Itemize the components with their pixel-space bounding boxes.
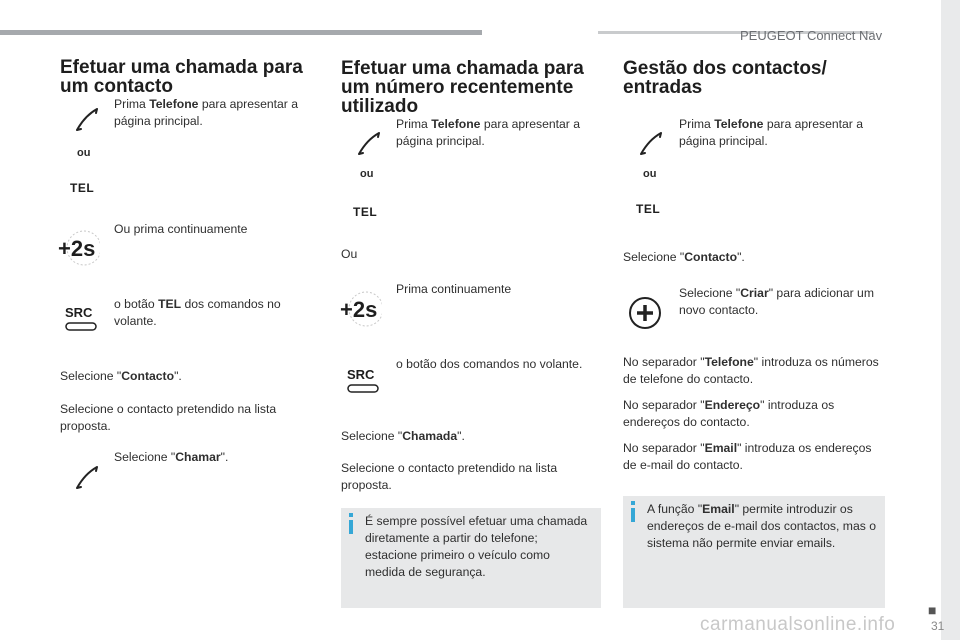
svg-text:+2s: +2s [58, 236, 96, 261]
phone-handset-icon [354, 129, 384, 159]
plus-circle-icon [628, 296, 662, 330]
col2-note-text: É sempre possível efetuar uma chamada diretamente a partir do telefone; estacione primeiro o veículo como medida de segurança. [365, 514, 588, 579]
col1-step4: Selecione "Contacto". [60, 369, 182, 383]
col1-step3: o botão TEL dos comandos no volante. [114, 297, 281, 328]
brand-label: PEUGEOT Connect Nav [740, 28, 883, 43]
info-icon [349, 520, 353, 534]
plus-2s-icon [56, 228, 100, 268]
steering-switch-icon [64, 320, 98, 332]
col3-step5: No separador "Endereço" introduza os endereços do contacto. [623, 398, 835, 429]
col3-title: Gestão dos contactos/ entradas [623, 58, 827, 98]
info-icon [631, 508, 635, 522]
col1-title: Efetuar uma chamada para um contacto [60, 57, 303, 97]
col3-step4: No separador "Telefone" introduza os números de telefone do contacto. [623, 355, 879, 386]
phone-handset-icon [72, 105, 102, 135]
page-number: 31 [931, 619, 945, 633]
phone-handset-icon [636, 129, 666, 159]
watermark: carmanualsonline.info [700, 614, 896, 635]
svg-text:+2s: +2s [340, 297, 378, 322]
col1-or: ou [77, 147, 91, 159]
col1-tel-button: TEL [70, 181, 95, 195]
header-rule [0, 30, 482, 35]
plus-2s-icon [338, 289, 382, 329]
col2-step3: o botão dos comandos no volante. [396, 357, 583, 371]
col2-src-label: SRC [347, 367, 375, 382]
col1-step5: Selecione o contacto pretendido na lista proposta. [60, 402, 277, 433]
col2-title: Efetuar uma chamada para um número recentemente utilizado [341, 58, 584, 117]
phone-handset-icon [72, 463, 102, 493]
col3-step6: No separador "Email" introduza os endereços de e-mail do contacto. [623, 441, 872, 472]
col3-step3: Selecione "Criar" para adicionar um novo contacto. [679, 286, 874, 317]
col2-step5: Selecione o contacto pretendido na lista proposta. [341, 461, 558, 492]
col2-or: ou [360, 168, 374, 180]
col1-step6: Selecione "Chamar". [114, 450, 229, 464]
col2-info-note [341, 508, 601, 608]
col2-step4: Selecione "Chamada". [341, 429, 465, 443]
col3-note-text: A função "Email" permite introduzir os endereços de e-mail dos contactos, mas o sistema não permite enviar emails. [647, 502, 876, 550]
col3-step2: Selecione "Contacto". [623, 250, 745, 264]
steering-switch-icon [346, 382, 380, 394]
page-edge-strip [941, 0, 960, 640]
col1-step2: Ou prima continuamente [114, 222, 248, 236]
col1-step1: Prima Telefone para apresentar a página principal. [114, 97, 299, 128]
col3-or: ou [643, 168, 657, 180]
page-marker: ■ [928, 602, 937, 618]
col2-or-label: Ou [341, 247, 358, 261]
col2-step2: Prima continuamente [396, 282, 512, 296]
col3-step1: Prima Telefone para apresentar a página principal. [679, 117, 864, 148]
col2-step1: Prima Telefone para apresentar a página principal. [396, 117, 581, 148]
col3-info-note [623, 496, 885, 608]
col2-tel-button: TEL [353, 205, 378, 219]
col3-tel-button: TEL [636, 202, 661, 216]
col1-src-label: SRC [65, 305, 93, 320]
